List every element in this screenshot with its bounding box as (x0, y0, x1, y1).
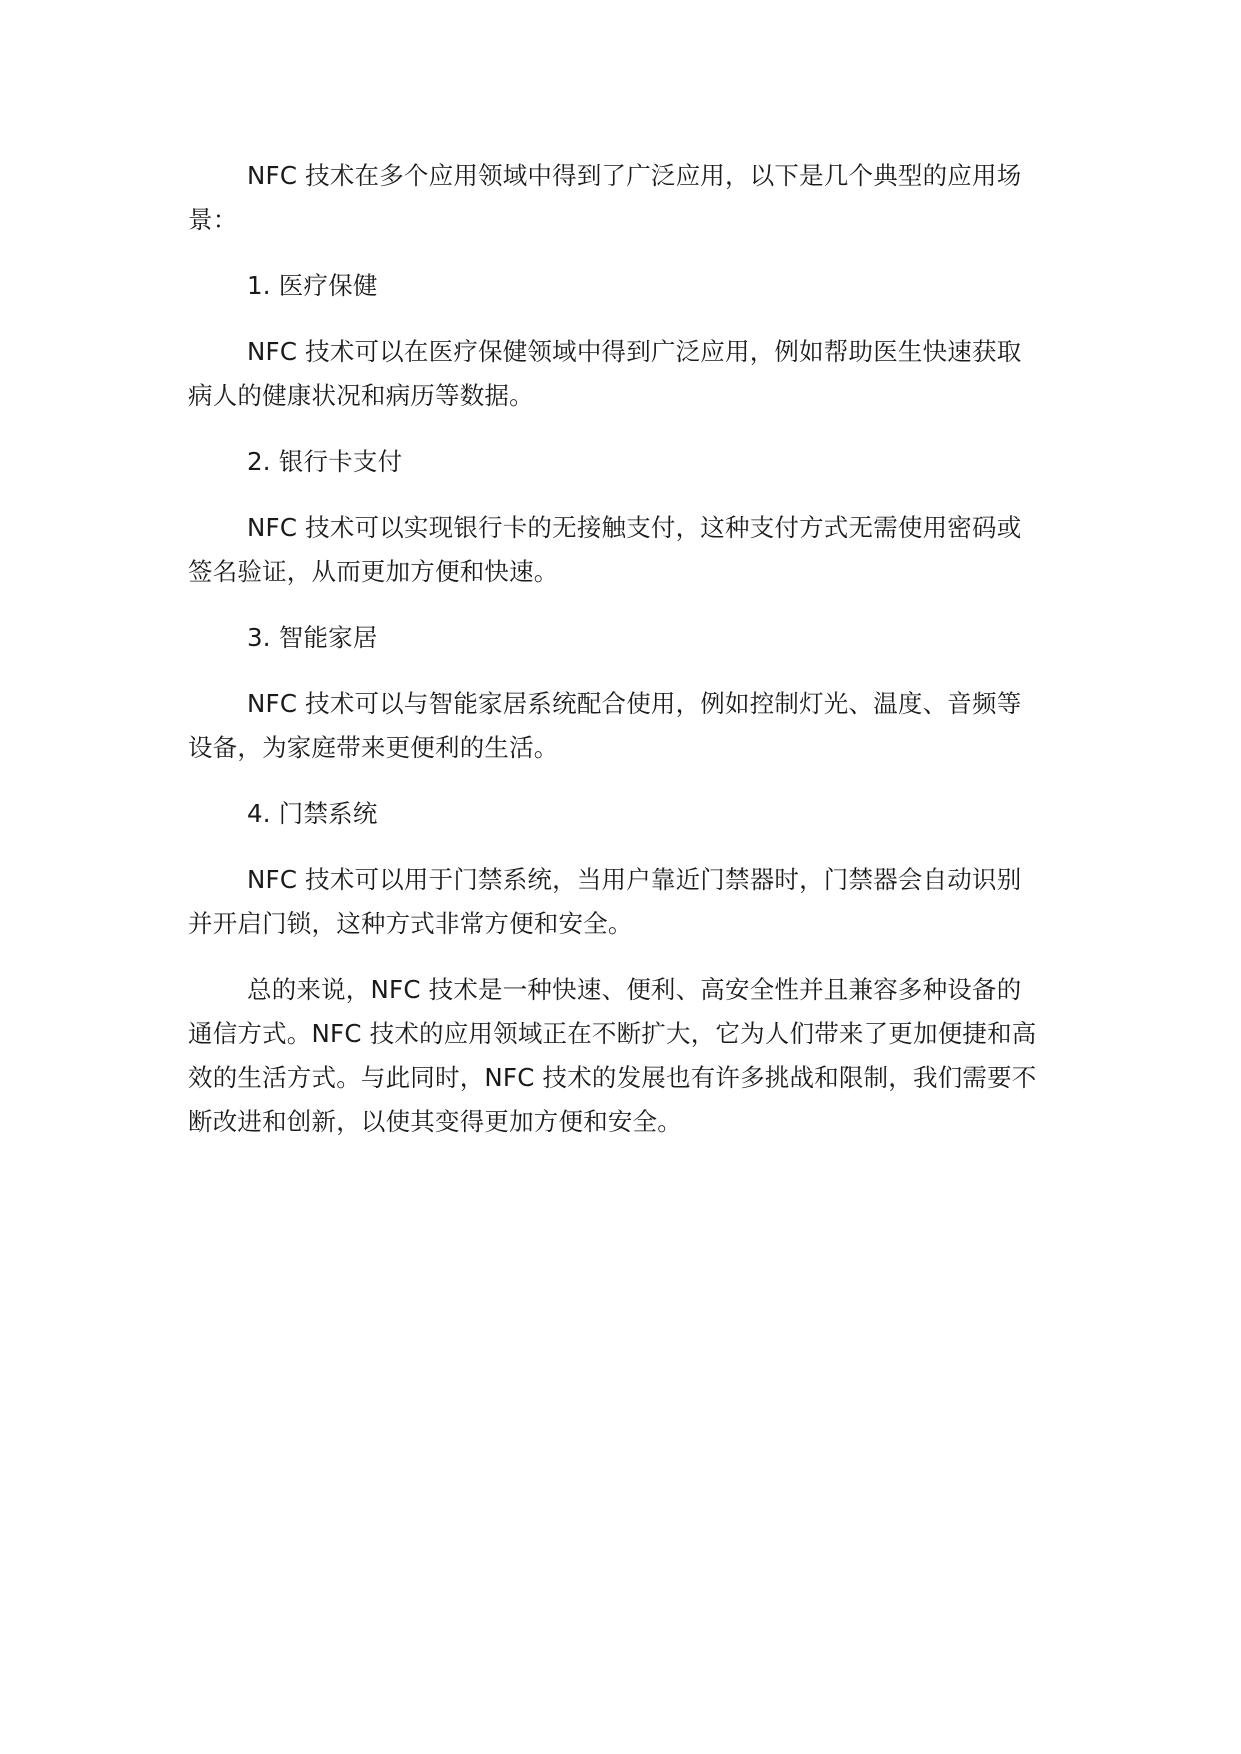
document-body (188, 154, 1038, 1166)
conclusion-paragraph: 总的来说，NFC 技术是一种快速、便利、高安全性并且兼容多种设备的通信方式。NFC 技术的应用领域正在不断扩大，它为人们带来了更加便捷和高效的生活方式。与此同时，NFC 技术的发展也有许多挑战和限制，我们需要不断改进和创新，以使其变得更加方便和安全。 (188, 975, 1037, 1136)
section-body-smart-home: NFC 技术可以与智能家居系统配合使用，例如控制灯光、温度、音频等设备，为家庭带来更便利的生活。 (188, 689, 1022, 762)
section-body-bank-card-payment: NFC 技术可以实现银行卡的无接触支付，这种支付方式无需使用密码或签名验证，从而更加方便和快速。 (188, 513, 1022, 586)
section-heading-access-control: 4. 门禁系统 (247, 799, 378, 828)
section-body-healthcare: NFC 技术可以在医疗保健领域中得到广泛应用，例如帮助医生快速获取病人的健康状况和病历等数据。 (188, 337, 1022, 410)
section-heading-smart-home: 3. 智能家居 (247, 623, 378, 652)
section-body-access-control: NFC 技术可以用于门禁系统，当用户靠近门禁器时，门禁器会自动识别并开启门锁，这种方式非常方便和安全。 (188, 865, 1022, 938)
section-heading-healthcare: 1. 医疗保健 (247, 271, 378, 300)
intro-paragraph: NFC 技术在多个应用领域中得到了广泛应用，以下是几个典型的应用场景： (188, 161, 1022, 234)
section-heading-bank-card-payment: 2. 银行卡支付 (247, 447, 403, 476)
